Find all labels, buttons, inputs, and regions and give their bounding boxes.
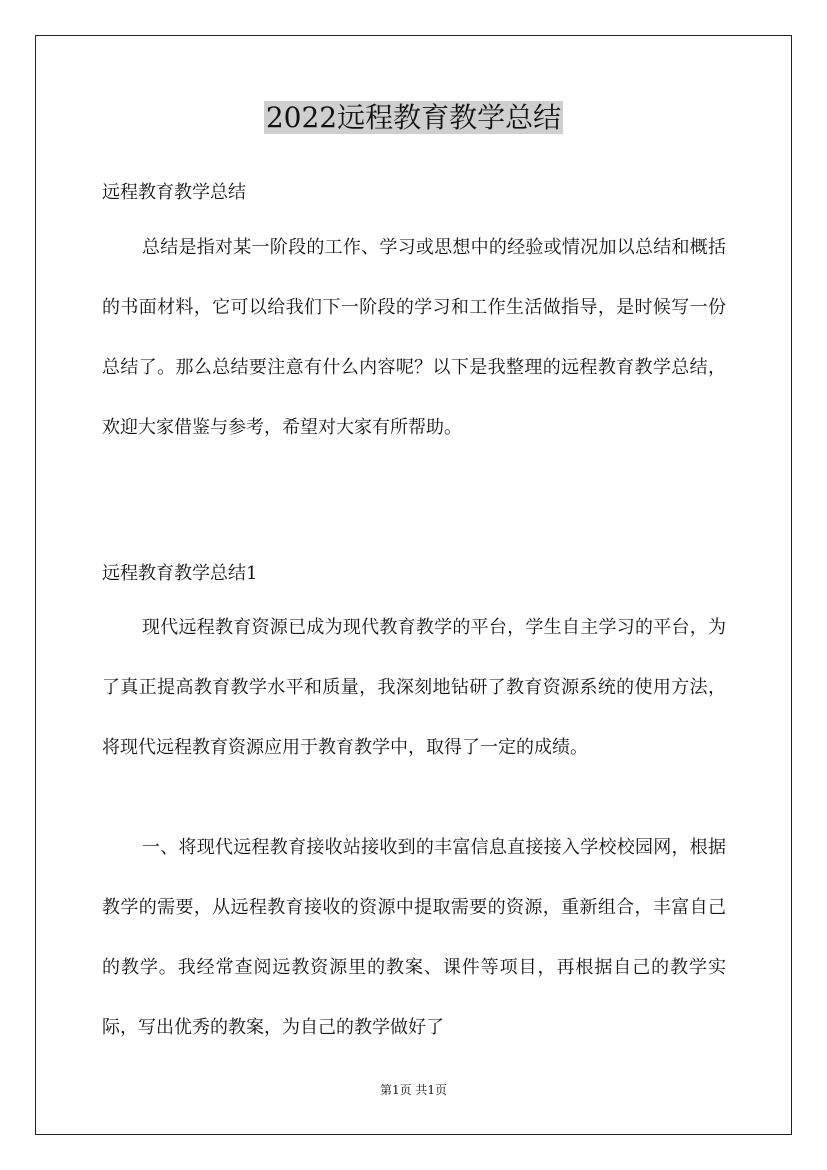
intro-paragraph: 总结是指对某一阶段的工作、学习或思想中的经验或情况加以总结和概括的书面材料，它可以给我们下一阶段的学习和工作生活做指导，是时候写一份总结了。那么总结要注意有什么内容呢？以下是我整理的远程教育教学总结，欢迎大家借鉴与参考，希望对大家有所帮助。 (102, 237, 726, 438)
document-title (0, 98, 827, 138)
page-footer: 第1页 共1页 (379, 1083, 448, 1097)
section-paragraph: 现代远程教育资源已成为现代教育教学的平台，学生自主学习的平台，为了真正提高教育教学水平和质量，我深刻地钻研了教育资源系统的使用方法，将现代远程教育资源应用于教育教学中，取得了一定的成绩。 (102, 617, 726, 758)
section-paragraph: 一、将现代远程教育接收站接收到的丰富信息直接接入学校校园网，根据教学的需要，从远程教育接收的资源中提取需要的资源，重新组合，丰富自己的教学。我经常查阅远教资源里的教案、课件等项目，再根据自己的教学实际，写出优秀的教案，为自己的教学做好了 (102, 837, 726, 1038)
document-title-text: 2022远程教育教学总结 (265, 101, 562, 134)
section-heading: 远程教育教学总结1 (102, 563, 258, 584)
document-subtitle: 远程教育教学总结 (102, 182, 246, 203)
